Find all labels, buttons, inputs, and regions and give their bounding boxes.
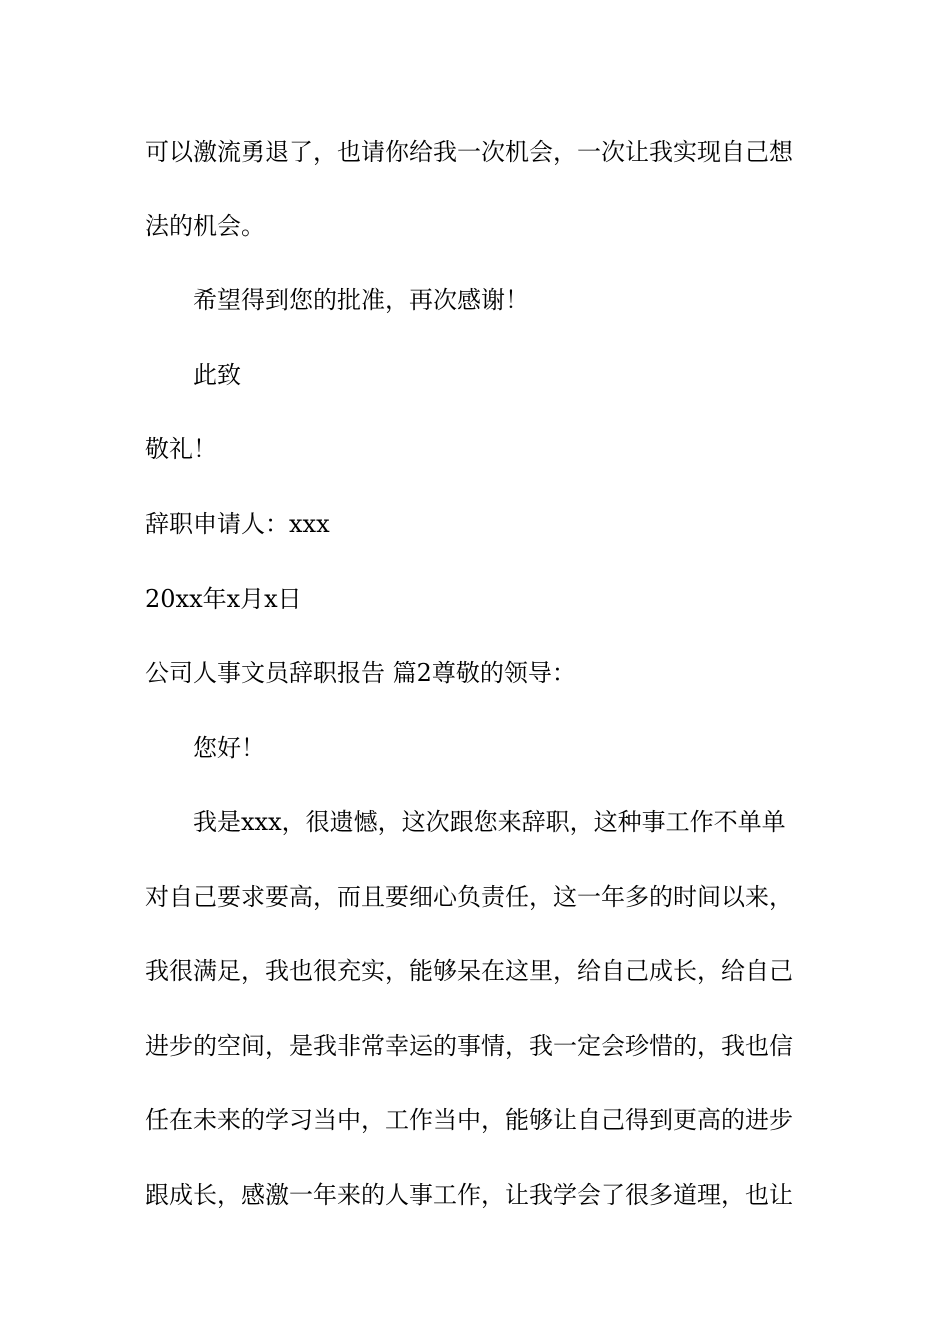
closing-thanks: 希望得到您的批准，再次感谢！ [193, 286, 529, 314]
paragraph-line: 我很满足，我也很充实，能够呆在这里，给自己成长，给自己 [145, 957, 793, 985]
signature-date: 20xx年x月x日 [145, 585, 302, 613]
paragraph-line: 可以激流勇退了，也请你给我一次机会，一次让我实现自己想 [145, 138, 793, 166]
paragraph-line: 任在未来的学习当中，工作当中，能够让自己得到更高的进步 [145, 1106, 793, 1134]
paragraph-line: 法的机会。 [145, 212, 265, 240]
greeting: 您好！ [193, 734, 265, 762]
paragraph-line: 跟成长，感激一年来的人事工作，让我学会了很多道理，也让 [145, 1181, 793, 1209]
salutation-closing: 此致 [193, 361, 241, 389]
section-heading: 公司人事文员辞职报告 篇2尊敬的领导： [145, 659, 576, 687]
paragraph-line: 进步的空间，是我非常幸运的事情，我一定会珍惜的，我也信 [145, 1032, 793, 1060]
paragraph-line: 对自己要求要高，而且要细心负责任，这一年多的时间以来， [145, 883, 793, 911]
paragraph-line: 我是xxx，很遗憾，这次跟您来辞职，这种事工作不单单 [193, 808, 786, 836]
salutation-respect: 敬礼！ [145, 435, 217, 463]
signature-applicant: 辞职申请人：xxx [145, 510, 330, 538]
